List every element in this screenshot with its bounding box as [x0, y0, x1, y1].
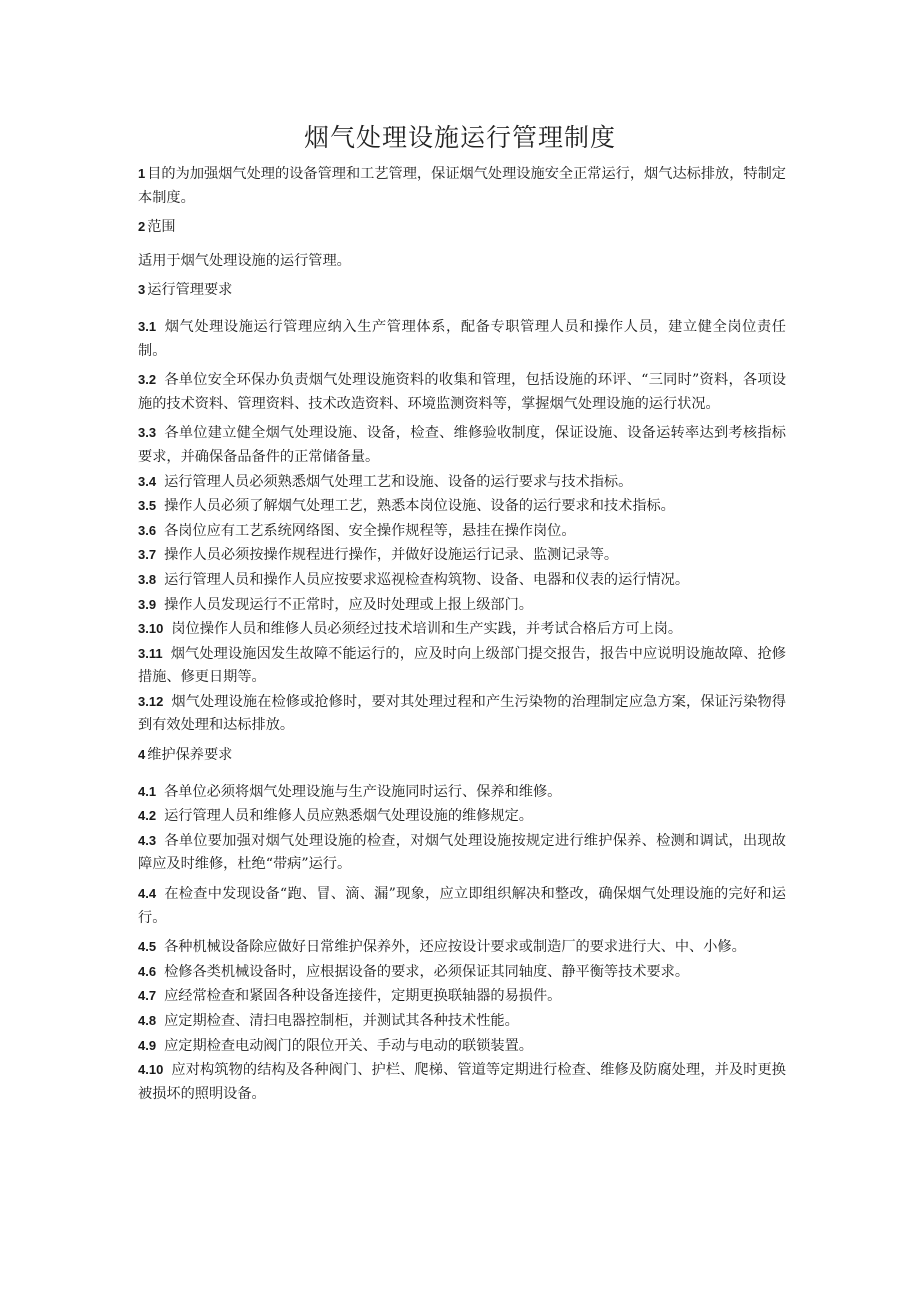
- clause-text: 操作人员必须按操作规程进行操作，并做好设施运行记录、监测记录等。: [164, 547, 619, 564]
- clause-text: 各单位要加强对烟气处理设施的检查，对烟气处理设施按规定进行维护保养、检测和调试，出现故障应及时维修，杜绝“带病”运行。: [138, 832, 786, 873]
- clause-number: 3.4: [138, 473, 157, 489]
- clause-text: 各单位必须将烟气处理设施与生产设施同时运行、保养和维修。: [164, 783, 562, 800]
- clause-number: 4.3: [138, 832, 157, 848]
- section-2-body: 适用于烟气处理设施的运行管理。: [138, 252, 351, 269]
- clause-number: 3.6: [138, 522, 157, 538]
- clause-text: 各种机械设备除应做好日常维护保养外，还应按设计要求或制造厂的要求进行大、中、小修。: [164, 939, 746, 956]
- clause-text: 运行管理人员和操作人员应按要求巡视检查构筑物、设备、电器和仪表的运行情况。: [164, 571, 690, 588]
- section-text: 目的为加强烟气处理的设备管理和工艺管理，保证烟气处理设施安全正常运行，烟气达标排放，特制定本制度。: [138, 166, 786, 206]
- clause-number: 3.10: [138, 621, 164, 637]
- clause-text: 操作人员必须了解烟气处理工艺，熟悉本岗位设施、设备的运行要求和技术指标。: [164, 498, 675, 515]
- section-number: 2: [138, 219, 146, 235]
- clause-3-12: [138, 690, 786, 738]
- section-1-paragraph: [138, 162, 786, 210]
- clause-text: 运行管理人员和维修人员应熟悉烟气处理设施的维修规定。: [164, 808, 533, 825]
- clause-number: 4.10: [138, 1062, 164, 1078]
- clause-text: 各岗位应有工艺系统网络图、安全操作规程等，悬挂在操作岗位。: [164, 522, 576, 539]
- clause-text: 烟气处理设施在检修或抢修时，要对其处理过程和产生污染物的治理制定应急方案，保证污染物得到有效处理和达标排放。: [138, 693, 786, 734]
- clause-3-9: [138, 593, 786, 618]
- clause-number: 4.1: [138, 783, 157, 799]
- clause-4-10: [138, 1058, 786, 1106]
- clause-number: 4.4: [138, 886, 157, 902]
- clause-text: 各单位安全环保办负责烟气处理设施资料的收集和管理，包括设施的环评、“三同时”资料，各项设施的技术资料、管理资料、技术改造资料、环境监测资料等，掌握烟气处理设施的运行状况。: [138, 372, 786, 412]
- section-2-heading: [138, 215, 786, 240]
- clause-4-2: [138, 804, 786, 829]
- clause-text: 各单位建立健全烟气处理设施、设备，检查、维修验收制度，保证设施、设备运转率达到考核指标要求，并确保备品备件的正常储备量。: [138, 425, 786, 465]
- clause-text: 烟气处理设施运行管理应纳入生产管理体系，配备专职管理人员和操作人员，建立健全岗位责任制。: [138, 318, 786, 359]
- clause-number: 3.5: [138, 498, 157, 514]
- clause-text: 检修各类机械设备时，应根据设备的要求，必须保证其同轴度、静平衡等技术要求。: [164, 963, 690, 980]
- clause-text: 应定期检查、清扫电器控制柜，并测试其各种技术性能。: [164, 1013, 519, 1029]
- section-number: 4: [138, 747, 146, 763]
- document-title: 烟气处理设施运行管理制度: [303, 123, 616, 152]
- section-number: 3: [138, 282, 146, 298]
- clause-number: 3.1: [138, 318, 157, 334]
- clause-text: 在检查中发现设备“跑、冒、滴、漏”现象，应立即组织解决和整改，确保烟气处理设施的完好和运行。: [138, 886, 786, 926]
- clause-number: 3.7: [138, 547, 157, 563]
- section-3-heading: [138, 278, 786, 303]
- clause-number: 4.6: [138, 963, 157, 979]
- clause-number: 4.9: [138, 1037, 157, 1053]
- clause-number: 4.2: [138, 808, 157, 824]
- clause-3-8: [138, 568, 786, 593]
- document-body: [138, 162, 786, 1106]
- clause-4-5: [138, 935, 786, 960]
- clause-4-3: [138, 829, 786, 877]
- clause-number: 3.3: [138, 425, 157, 441]
- clause-3-10: [138, 617, 786, 642]
- clause-number: 3.12: [138, 693, 164, 709]
- clause-text: 烟气处理设施因发生故障不能运行的，应及时向上级部门提交报告，报告中应说明设施故障、抢修措施、修更日期等。: [138, 645, 786, 686]
- clause-3-4: [138, 470, 786, 495]
- clause-4-8: [138, 1009, 786, 1034]
- clause-text: 应经常检查和紧固各种设备连接件，定期更换联轴器的易损件。: [164, 988, 562, 1005]
- clause-text: 运行管理人员必须熟悉烟气处理工艺和设施、设备的运行要求与技术指标。: [164, 473, 633, 490]
- clause-text: 应对构筑物的结构及各种阀门、护栏、爬梯、管道等定期进行检查、维修及防腐处理，并及时更换被损坏的照明设备。: [138, 1062, 786, 1102]
- section-number: 1: [138, 166, 146, 181]
- clause-4-7: [138, 984, 786, 1009]
- clause-number: 3.2: [138, 372, 157, 388]
- section-heading-text: 范围: [147, 219, 176, 236]
- clause-4-4: [138, 882, 786, 930]
- section-heading-text: 运行管理要求: [147, 282, 233, 299]
- clause-4-1: [138, 780, 786, 805]
- clause-number: 4.8: [138, 1013, 157, 1028]
- clause-3-3: [138, 421, 786, 469]
- clause-number: 3.11: [138, 645, 163, 661]
- clause-4-6: [138, 960, 786, 985]
- clause-number: 4.7: [138, 988, 157, 1004]
- clause-4-9: [138, 1034, 786, 1059]
- clause-3-5: [138, 494, 786, 519]
- clause-3-2: [138, 368, 786, 416]
- clause-3-7: [138, 543, 786, 568]
- clause-text: 操作人员发现运行不正常时，应及时处理或上报上级部门。: [164, 596, 533, 613]
- clause-text: 应定期检查电动阀门的限位开关、手动与电动的联锁装置。: [164, 1037, 533, 1054]
- clause-number: 4.5: [138, 939, 157, 955]
- section-4-heading: [138, 743, 786, 768]
- clause-3-1: [138, 315, 786, 363]
- section-heading-text: 维护保养要求: [147, 747, 233, 764]
- clause-3-6: [138, 519, 786, 544]
- clause-number: 3.9: [138, 596, 157, 612]
- clause-3-11: [138, 642, 786, 690]
- clause-number: 3.8: [138, 571, 157, 587]
- clause-text: 岗位操作人员和维修人员必须经过技术培训和生产实践，并考试合格后方可上岗。: [171, 621, 683, 638]
